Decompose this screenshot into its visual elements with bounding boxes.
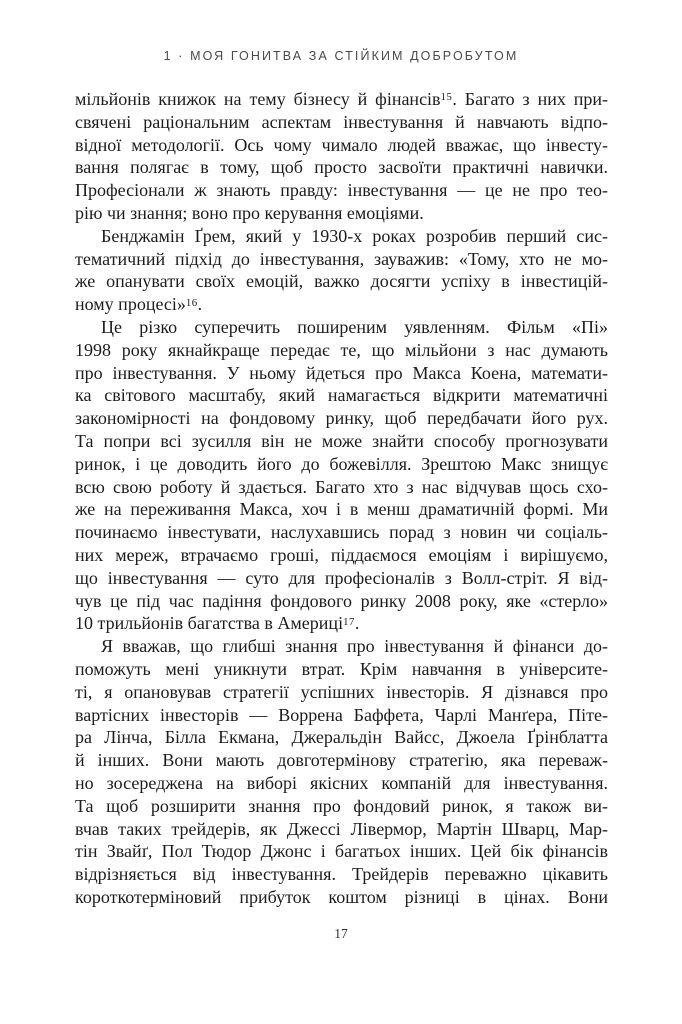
- text-line: тін Звайґ, Пол Тюдор Джонс і багатьох інших. Цей бік фінансів: [75, 841, 608, 862]
- paragraph: [75, 88, 608, 225]
- text-line: же на переживання Макса, хоч і в менш драматичній формі. Ми: [75, 499, 608, 520]
- body-text: [75, 88, 608, 909]
- text-line: мільйонів книжок на тему бізнесу й фінансів$^{15}$. Багато з них при-: [75, 89, 608, 109]
- text-line: що інвестування — суто для професіоналів з Волл-стріт. Я від-: [75, 567, 608, 588]
- paragraph: [75, 316, 608, 635]
- text-line: всю свою роботу й здається. Багато хто з нас відчував щось схо-: [75, 476, 608, 497]
- text-line: вартісних інвесторів — Воррена Баффета, Чарлі Манґера, Піте-: [75, 704, 608, 725]
- text-line: Бенджамін Ґрем, який у 1930-х роках розробив перший сис-: [101, 225, 608, 246]
- page-number: 17: [334, 926, 348, 941]
- text-line: ринок, і це доводить його до божевілля. Зрештою Макс знищує: [75, 453, 608, 474]
- text-line: ному процесі»$^{16}$.: [75, 294, 203, 315]
- text-line: 10 трильйонів багатства в Америці$^{17}$.: [75, 613, 360, 634]
- text-line: Та попри всі зусилля він не може знайти способу прогнозувати: [75, 430, 608, 451]
- footnote-ref: 17: [343, 615, 355, 628]
- paragraph: [75, 635, 608, 909]
- text-line: ка світового масштабу, який намагається відкрити математичні: [75, 385, 608, 406]
- text-line: короткотерміновий прибуток коштом різниці в цінах. Вони: [75, 886, 608, 907]
- text-line: них мереж, втрачаємо гроші, піддаємося емоціям і вирішуємо,: [75, 544, 608, 565]
- text-line: вання полягає в тому, щоб просто засвоїти практичні навички.: [75, 157, 608, 178]
- text-line: починаємо інвестувати, наслухавшись порад з новин чи соціаль-: [75, 522, 608, 543]
- text-line: закономірності на фондовому ринку, щоб передбачати його рух.: [75, 408, 608, 429]
- text-line: свячені раціональним аспектам інвестування й навчають відпо-: [75, 111, 608, 132]
- text-line: Це різко суперечить поширеним уявленням. Фільм «Пі»: [101, 316, 608, 337]
- text-line: поможуть мені уникнути втрат. Крім навчання в університе-: [75, 658, 608, 679]
- text-line: Професіонали ж знають правду: інвестування — це не про тео-: [75, 180, 608, 201]
- text-line: 1998 року якнайкраще передає те, що мільйони з нас думають: [75, 339, 608, 360]
- text-line: й інших. Вони мають довготермінову стратегію, яка переваж-: [75, 750, 608, 771]
- text-line: Та щоб розширити знання про фондовий ринок, я також ви-: [75, 795, 608, 816]
- text-line: тематичний підхід до інвестування, зауважив: «Тому, хто не мо-: [75, 248, 608, 269]
- running-header: 1 · МОЯ ГОНИТВА ЗА СТІЙКИМ ДОБРОБУТОМ: [163, 49, 519, 63]
- text-line: вчав таких трейдерів, як Джессі Лівермор, Мартін Шварц, Мар-: [75, 818, 608, 839]
- text-line: же опанувати своїх емоцій, важко досягти успіху в інвестицій-: [75, 271, 608, 292]
- paragraph: [75, 225, 608, 316]
- text-line: відної методології. Ось чому чимало людей вважає, що інвесту-: [75, 134, 608, 155]
- text-line: Я вважав, що глибші знання про інвестування й фінанси до-: [101, 636, 608, 657]
- text-line: ті, я опановував стратегії успішних інвесторів. Я дізнався про: [75, 681, 608, 702]
- text-line: про інвестування. У ньому йдеться про Макса Коена, математи-: [75, 362, 608, 383]
- text-line: но зосереджена на виборі якісних компаній для інвестування.: [75, 772, 608, 793]
- text-line: чув це під час падіння фондового ринку 2008 року, яке «стерло»: [75, 590, 608, 611]
- text-line: ра Лінча, Білла Екмана, Джеральдін Вайсс, Джоела Ґрінблатта: [75, 727, 608, 748]
- text-line: відрізняється від інвестування. Трейдерів переважно цікавить: [75, 864, 608, 885]
- footnote-ref: 15: [440, 91, 453, 104]
- text-line: рію чи знання; воно про керування емоціями.: [75, 202, 424, 223]
- footnote-ref: 16: [185, 296, 198, 309]
